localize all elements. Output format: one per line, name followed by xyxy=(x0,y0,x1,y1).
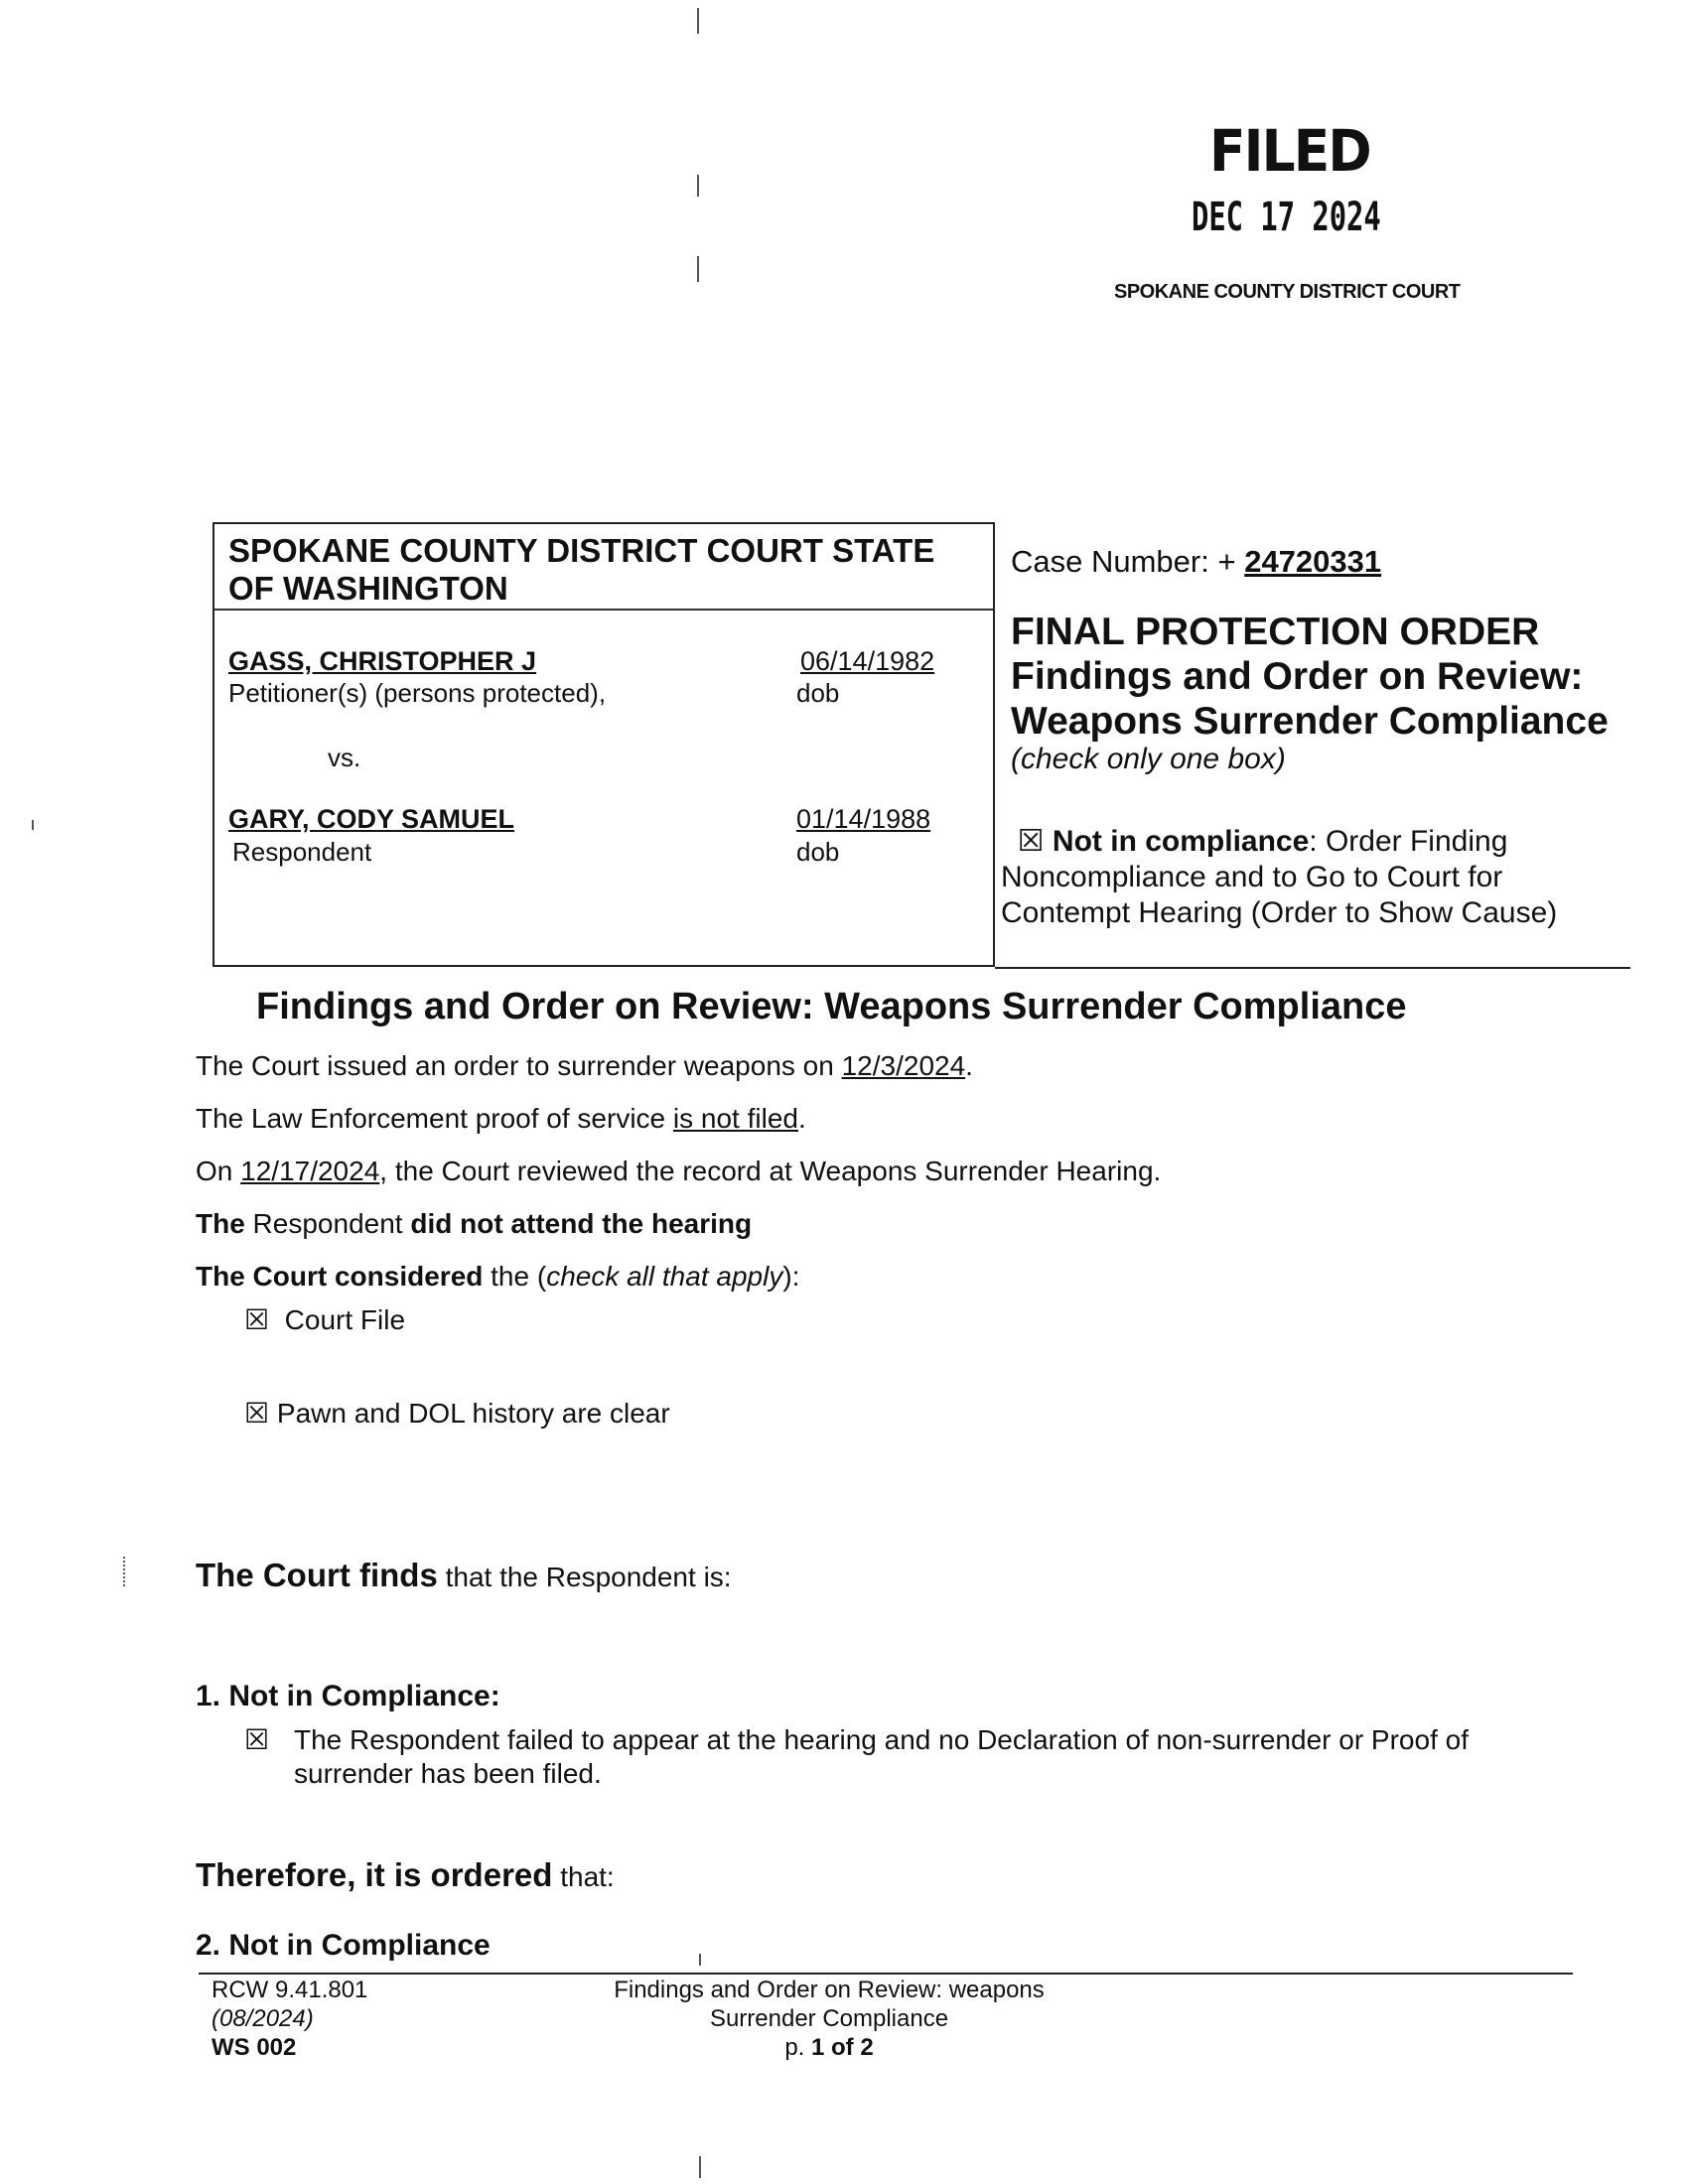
checked-box-icon: ☒ xyxy=(244,1304,270,1335)
court-finds-heading xyxy=(196,1557,732,1594)
considered-line xyxy=(196,1261,799,1293)
text: ): xyxy=(782,1261,800,1292)
checked-box-icon: ☒ xyxy=(244,1724,270,1755)
text: The Court finds xyxy=(196,1557,438,1593)
statute: RCW 9.41.801 xyxy=(211,1977,368,2003)
text: The Court considered xyxy=(196,1261,484,1292)
petitioner-dob: 06/14/1982 xyxy=(800,646,935,676)
option-label: Not in compliance xyxy=(1052,825,1310,858)
text: Therefore, it is ordered xyxy=(196,1856,553,1893)
form-title: FINAL PROTECTION ORDER Findings and Order on Review: Weapons Surrender Compliance xyxy=(1011,611,1609,743)
respondent-label: Respondent xyxy=(232,837,372,867)
text: The xyxy=(196,1208,245,1239)
order-date: 12/3/2024 xyxy=(841,1050,966,1081)
footer-title-2: Surrender Compliance xyxy=(709,2005,949,2032)
text: The Court issued an order to surrender weapons on xyxy=(196,1050,842,1081)
case-number-value: 24720331 xyxy=(1244,544,1382,579)
footer-center xyxy=(596,1976,1062,2062)
review-line xyxy=(196,1156,1161,1187)
text: , the Court reviewed the record at Weapons Surrender Hearing. xyxy=(379,1156,1162,1186)
text: did not attend the hearing xyxy=(410,1208,753,1239)
text: p. xyxy=(784,2034,811,2061)
header-rule xyxy=(995,967,1630,969)
scan-mark xyxy=(699,1954,701,1966)
text: 1 of 2 xyxy=(811,2034,874,2061)
ordered-heading xyxy=(196,1856,615,1894)
respondent-dob: 01/14/1988 xyxy=(796,804,931,834)
scan-mark xyxy=(123,1557,125,1586)
option-description: : Order Finding Noncompliance and to Go to Court for Contempt Hearing (Order to Show Cause) xyxy=(1001,825,1558,929)
scan-mark xyxy=(699,2156,701,2178)
caption-divider xyxy=(214,609,993,611)
scan-mark xyxy=(697,8,699,34)
petitioner-dob-label: dob xyxy=(796,678,840,708)
text: Court File xyxy=(284,1304,406,1335)
text: check all that apply xyxy=(546,1261,783,1292)
page-number xyxy=(596,2033,1062,2062)
text: the ( xyxy=(483,1261,547,1292)
text: On xyxy=(196,1156,241,1186)
scan-mark xyxy=(32,820,34,830)
case-number-label: Case Number: + xyxy=(1011,544,1236,579)
scan-mark xyxy=(697,175,699,197)
footer-title-1: Findings and Order on Review: weapons xyxy=(614,1977,1045,2003)
review-date: 12/17/2024 xyxy=(240,1156,380,1186)
revision: (08/2024) xyxy=(211,2005,314,2032)
text: that: xyxy=(552,1861,615,1892)
considered-item-court-file xyxy=(244,1303,405,1336)
form-code: WS 002 xyxy=(211,2034,297,2061)
text: Respondent xyxy=(244,1208,411,1239)
text: Pawn and DOL history are clear xyxy=(276,1398,670,1429)
section-1-heading: 1. Not in Compliance: xyxy=(196,1680,500,1712)
document-title: Findings and Order on Review: Weapons Surrender Compliance xyxy=(256,986,1407,1027)
scan-mark xyxy=(697,256,699,282)
court-title: SPOKANE COUNTY DISTRICT COURT STATE OF WASHINGTON xyxy=(228,532,935,607)
order-issued-line xyxy=(196,1050,973,1082)
section-1-text: The Respondent failed to appear at the hearing and no Declaration of non-surrender or Proof of surrender has been filed. xyxy=(294,1724,1469,1789)
respondent-dob-label: dob xyxy=(796,837,840,867)
proof-status: is not filed xyxy=(672,1103,798,1134)
section-2-heading: 2. Not in Compliance xyxy=(196,1929,491,1962)
proof-of-service-line xyxy=(196,1103,806,1135)
case-number xyxy=(1011,544,1381,580)
checked-box-icon: ☒ xyxy=(1017,825,1045,858)
versus-label: vs. xyxy=(328,743,361,772)
form-subtitle: (check only one box) xyxy=(1011,743,1286,775)
filed-stamp: FILED xyxy=(1209,117,1370,185)
petitioner-name: GASS, CHRISTOPHER J xyxy=(228,646,537,676)
noncompliance-option xyxy=(1001,824,1626,931)
text: . xyxy=(797,1103,806,1134)
respondent-name: GARY, CODY SAMUEL xyxy=(228,804,515,834)
checked-box-icon: ☒ xyxy=(244,1398,270,1429)
text: The Law Enforcement proof of service xyxy=(196,1103,673,1134)
attendance-line xyxy=(196,1208,752,1240)
footer-rule xyxy=(199,1973,1573,1975)
text: that the Respondent is: xyxy=(437,1562,732,1592)
considered-item-pawn-dol xyxy=(244,1397,670,1430)
petitioner-label: Petitioner(s) (persons protected), xyxy=(228,678,607,708)
stamp-court-name: SPOKANE COUNTY DISTRICT COURT xyxy=(1114,281,1461,303)
filed-date: DEC 17 2024 xyxy=(1192,195,1381,240)
text: . xyxy=(965,1050,973,1081)
footer-left xyxy=(211,1976,367,2062)
